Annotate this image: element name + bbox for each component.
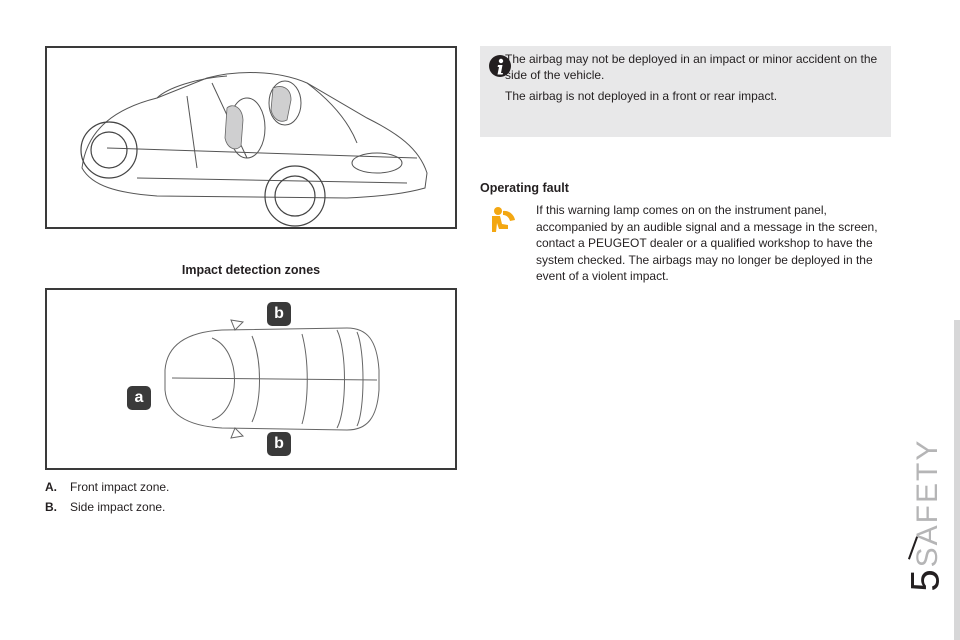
- airbag-warning-lamp-icon: [484, 202, 520, 238]
- car-side-airbag-illustration: [45, 46, 457, 229]
- info-note-box: [480, 46, 891, 137]
- chapter-side-tab: [954, 320, 960, 640]
- legend-key-b: B.: [45, 500, 57, 514]
- legend-item-b: [45, 497, 169, 517]
- chapter-number: 5: [903, 569, 948, 592]
- car-side-drawing: [47, 48, 455, 227]
- zone-a-badge: a: [127, 386, 151, 410]
- legend-key-a: A.: [45, 480, 57, 494]
- zone-b-bottom-badge: b: [267, 432, 291, 456]
- operating-fault-title: Operating fault: [480, 181, 569, 195]
- car-top-drawing: [47, 290, 455, 468]
- impact-zones-caption: Impact detection zones: [181, 263, 321, 277]
- chapter-name: SAFETY: [911, 438, 944, 568]
- info-paragraph-2: The airbag is not deployed in a front or rear impact.: [505, 89, 778, 103]
- zones-legend: [45, 477, 169, 517]
- car-top-impact-zones-illustration: [45, 288, 457, 470]
- operating-fault-text: If this warning lamp comes on on the instrument panel, accompanied by an audible signal and a message in the screen, contact a PEUGEOT dealer or a qualified workshop to have the system checked. The airbags may no longer be deployed in the event of a violent impact.: [536, 203, 878, 283]
- legend-item-a: [45, 477, 169, 497]
- zone-b-top-badge: b: [267, 302, 291, 326]
- info-paragraph-1: The airbag may not be deployed in an impact or minor accident on the side of the vehicle.: [505, 52, 878, 82]
- legend-text-a: Front impact zone.: [70, 480, 170, 494]
- legend-text-b: Side impact zone.: [70, 500, 166, 514]
